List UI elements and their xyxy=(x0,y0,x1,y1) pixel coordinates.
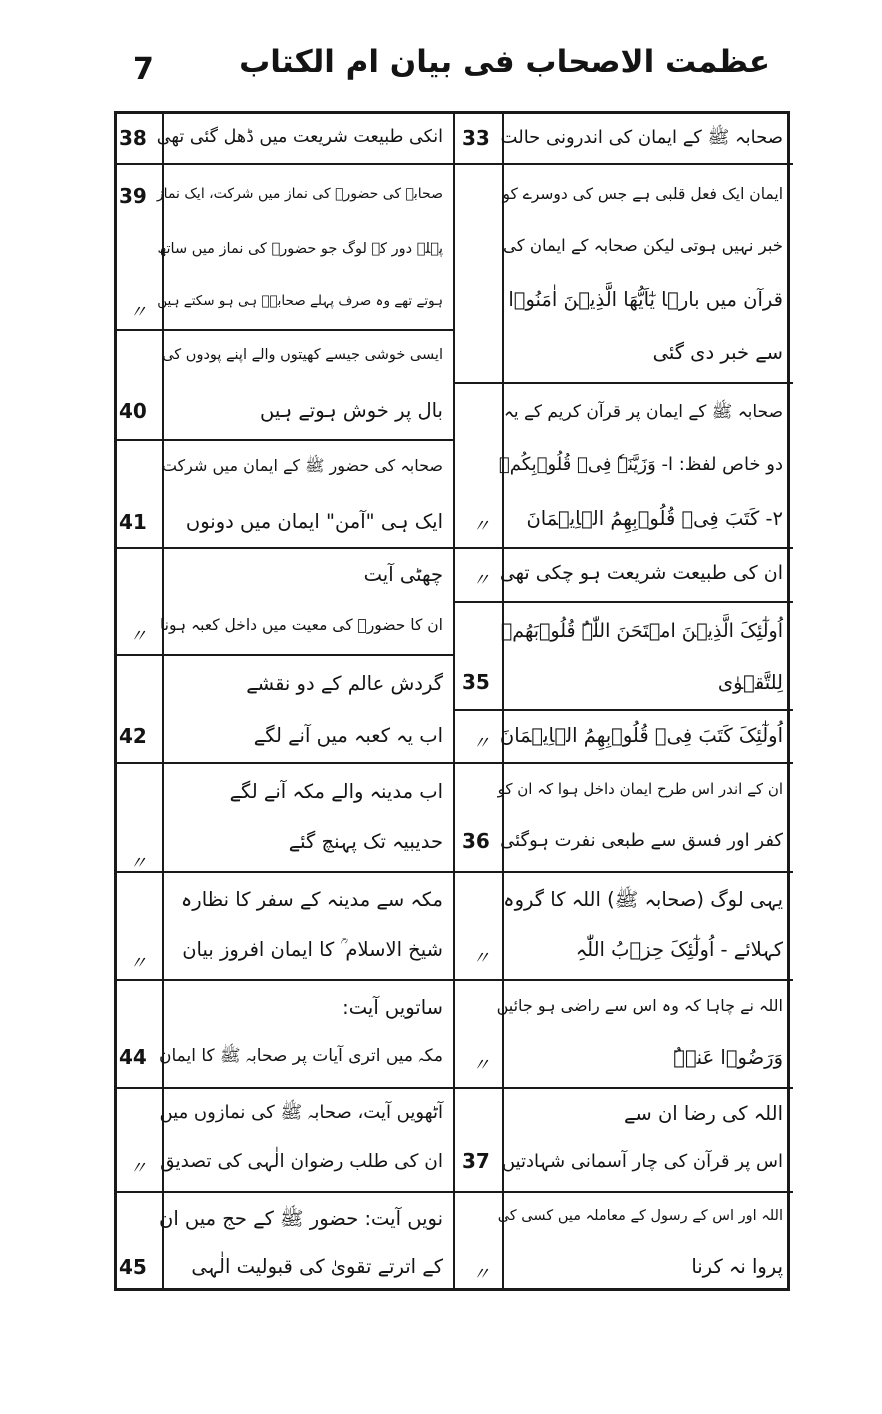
toc-page-number: 37 xyxy=(462,1149,490,1173)
toc-entry-text: اب یہ کعبہ میں آنے لگے xyxy=(253,724,443,747)
row-divider xyxy=(453,871,793,873)
toc-page-number: 45 xyxy=(119,1255,147,1279)
ditto-mark: 〃 xyxy=(472,516,490,537)
ditto-mark: 〃 xyxy=(472,570,490,591)
row-divider xyxy=(117,979,455,981)
row-divider xyxy=(117,439,455,441)
toc-entry-text: اُولٰٓئِکَ کَتَبَ فِیۡ قُلُوۡبِھِمُ الۡاِیۡمَانَ xyxy=(499,724,783,747)
toc-entry-text: اُولٰٓئِکَ الَّذِیۡنَ امۡتَحَنَ اللّٰہُ قُلُوۡبَھُمۡ xyxy=(500,620,783,642)
toc-entry-text: ان کی طلب رضوان الٰہی کی تصدیق xyxy=(160,1151,443,1172)
toc-entry-text: چھٹی آیت xyxy=(363,563,443,586)
ditto-mark: 〃 xyxy=(472,948,490,969)
row-divider xyxy=(117,163,455,165)
ditto-mark: 〃 xyxy=(472,1264,490,1285)
ditto-mark: 〃 xyxy=(129,853,147,874)
toc-entry-text: شیخ الاسلام ؒ کا ایمان افروز بیان xyxy=(182,938,443,961)
toc-entry-text: دو خاص لفظ: ا- وَزَیَّنَہٗ فِیۡ قُلُوۡبِکُمۡ xyxy=(498,454,783,475)
toc-entry-text: اللہ کی رضا ان سے xyxy=(624,1102,783,1125)
toc-entry-text: ایمان ایک فعل قلبی ہے جس کی دوسرے کو xyxy=(502,185,783,203)
toc-entry-text: پہلے دور کے لوگ جو حضورؐ کی نماز میں ساتھ xyxy=(157,241,443,257)
row-divider xyxy=(117,1191,455,1193)
row-divider xyxy=(117,871,455,873)
row-divider xyxy=(453,762,793,764)
toc-page-number: 40 xyxy=(119,399,147,423)
toc-page-number: 36 xyxy=(462,829,490,853)
toc-entry-text: سے خبر دی گئی xyxy=(652,341,783,364)
toc-entry-text: ان کے اندر اس طرح ایمان داخل ہوا کہ ان کو xyxy=(497,780,783,798)
column-divider xyxy=(453,114,455,1288)
toc-entry-text: آٹھویں آیت، صحابہ ﷺ کی نمازوں میں xyxy=(159,1102,443,1123)
toc-entry-text: کے اترتے تقویٰ کی قبولیت الٰہی xyxy=(191,1255,443,1278)
toc-entry-text: ایک ہی "آمن" ایمان میں دونوں xyxy=(185,510,443,533)
toc-entry-text: ساتویں آیت: xyxy=(342,996,443,1019)
table-of-contents xyxy=(114,111,790,1291)
row-divider xyxy=(453,601,793,603)
toc-entry-text: کفر اور فسق سے طبعی نفرت ہوگئی xyxy=(500,830,783,851)
row-divider xyxy=(453,163,793,165)
toc-entry-text: صحابہ کی حضور ﷺ کے ایمان میں شرکت xyxy=(161,456,443,475)
toc-entry-text: حدیبیہ تک پہنچ گئے xyxy=(288,830,443,853)
toc-page-number: 44 xyxy=(119,1045,147,1069)
row-divider xyxy=(453,1191,793,1193)
row-divider xyxy=(117,654,455,656)
row-divider xyxy=(453,709,793,711)
column-divider xyxy=(502,114,504,1288)
toc-entry-text: اس پر قرآن کی چار آسمانی شہادتیں xyxy=(501,1151,783,1172)
ditto-mark: 〃 xyxy=(472,733,490,754)
toc-entry-text: اب مدینہ والے مکہ آنے لگے xyxy=(229,780,443,803)
toc-entry-text: صحابہ کی حضورؐ کی نماز میں شرکت، ایک نماز xyxy=(156,186,443,202)
toc-entry-text: لِلتَّقۡوٰی xyxy=(717,671,783,694)
page-number: 7 xyxy=(133,52,154,87)
row-divider xyxy=(453,1087,793,1089)
toc-entry-text: خبر نہیں ہوتی لیکن صحابہ کے ایمان کی xyxy=(503,236,783,255)
row-divider xyxy=(453,547,793,549)
toc-page-number: 39 xyxy=(119,184,147,208)
ditto-mark: 〃 xyxy=(129,626,147,647)
toc-entry-text: پروا نہ کرنا xyxy=(691,1255,783,1278)
toc-entry-text: ہوتے تھے وہ صرف پہلے صحابہؓ ہی ہو سکتے ہیں xyxy=(157,293,443,309)
row-divider xyxy=(453,382,793,384)
toc-entry-text: مکہ میں اتری آیات پر صحابہ ﷺ کا ایمان xyxy=(159,1046,443,1066)
toc-entry-text: گردش عالم کے دو نقشے xyxy=(246,672,443,695)
row-divider xyxy=(117,547,455,549)
toc-page-number: 33 xyxy=(462,126,490,150)
toc-page-number: 41 xyxy=(119,510,147,534)
toc-entry-text: ان کی طبیعت شریعت ہو چکی تھی xyxy=(499,562,783,584)
book-title: عظمت الاصحاب فی بیان ام الکتاب xyxy=(239,44,770,80)
toc-entry-text: مکہ سے مدینہ کے سفر کا نظارہ xyxy=(180,888,443,911)
toc-entry-text: قرآن میں بارہا یٰٓاَیُّھَا الَّذِیۡنَ اٰمَنُوۡا xyxy=(508,288,783,311)
ditto-mark: 〃 xyxy=(129,302,147,323)
row-divider xyxy=(117,762,455,764)
row-divider xyxy=(453,979,793,981)
ditto-mark: 〃 xyxy=(472,1055,490,1076)
toc-entry-text: ۲- کَتَبَ فِیۡ قُلُوۡبِھِمُ الۡاِیۡمَانَ xyxy=(526,507,783,530)
toc-page-number: 42 xyxy=(119,724,147,748)
toc-entry-text: صحابہ ﷺ کے ایمان کی اندرونی حالت xyxy=(500,127,783,148)
ditto-mark: 〃 xyxy=(129,953,147,974)
toc-page-number: 38 xyxy=(119,126,147,150)
toc-entry-text: اللہ اور اس کے رسول کے معاملہ میں کسی کی xyxy=(497,1208,783,1224)
toc-entry-text: بال پر خوش ہوتے ہیں xyxy=(260,399,443,422)
toc-entry-text: یہی لوگ (صحابہ ﷺ) اللہ کا گروہ xyxy=(503,888,783,911)
toc-page-number: 35 xyxy=(462,670,490,694)
toc-entry-text: ان کا حضورؐ کی معیت میں داخل کعبہ ہونا xyxy=(159,616,443,634)
ditto-mark: 〃 xyxy=(129,1158,147,1179)
toc-entry-text: صحابہ ﷺ کے ایمان پر قرآن کریم کے یہ xyxy=(503,402,783,422)
toc-entry-text: اللہ نے چاہا کہ وہ اس سے راضی ہو جائیں xyxy=(496,996,783,1015)
toc-entry-text: وَرَضُوۡا عَنۡہُ xyxy=(673,1046,783,1069)
toc-entry-text: نویں آیت: حضور ﷺ کے حج میں ان xyxy=(159,1207,443,1230)
row-divider xyxy=(117,1087,455,1089)
toc-entry-text: ایسی خوشی جیسے کھیتوں والے اپنے پودوں کی xyxy=(162,347,443,363)
toc-entry-text: انکی طبیعت شریعت میں ڈھل گئی تھی xyxy=(156,127,443,147)
row-divider xyxy=(117,329,455,331)
toc-entry-text: کہلائے - اُولٰٓئِکَ حِزۡبُ اللّٰہِ xyxy=(575,938,783,961)
